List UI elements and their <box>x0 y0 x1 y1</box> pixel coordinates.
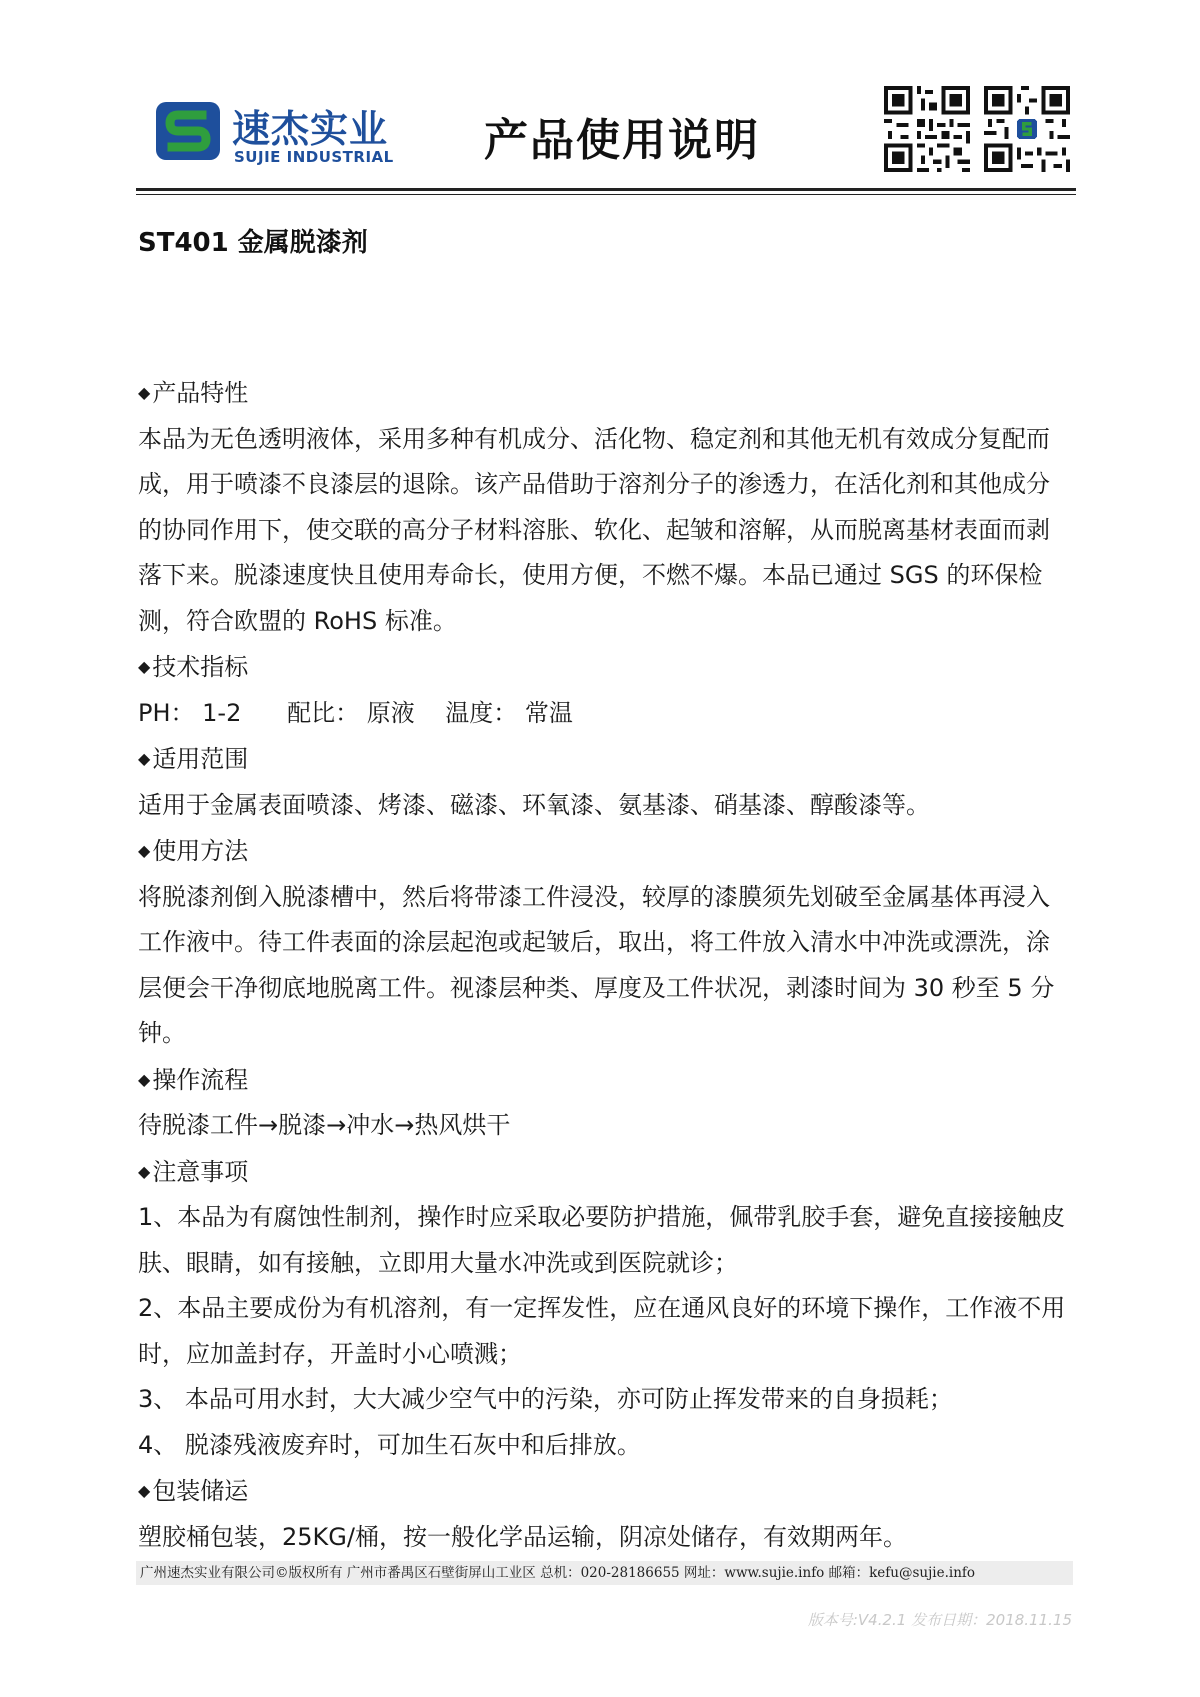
section-heading: ◆技术指标 <box>138 653 249 681</box>
section-heading: ◆注意事项 <box>138 1157 249 1186</box>
diamond-bullet-icon: ◆ <box>138 1069 151 1089</box>
list-item: 3、 本品可用水封，大大减少空气中的污染，亦可防止挥发带来的自身损耗； <box>138 1385 953 1413</box>
header-rule-thin <box>136 194 1076 195</box>
qr-code-icon <box>984 86 1070 172</box>
section-heading: ◆包装储运 <box>138 1477 249 1505</box>
company-logo <box>156 96 406 166</box>
paragraph: 塑胶桶包装，25KG/桶，按一般化学品运输，阴凉处储存，有效期两年。 <box>138 1522 907 1551</box>
header-rule <box>136 188 1076 191</box>
paragraph: 本品为无色透明液体，采用多种有机成分、活化物、稳定剂和其他无机有效成分复配而成，用于喷漆不良漆层的退除。该产品借助于溶剂分子的渗透力，在活化剂和其他成分的协同作用下，使交联的高分子材料溶胀、软化、起皱和溶解，从而脱离基材表面而剥落下来。脱漆速度快且使用寿命长，使用方便，不燃不爆。本品已通过 SGS 的环保检测，符合欧盟的 RoHS 标准。 <box>138 424 1050 635</box>
logo-english-name: SUJIE INDUSTRIAL <box>234 148 394 166</box>
paragraph: 适用于金属表面喷漆、烤漆、磁漆、环氧漆、氨基漆、硝基漆、醇酸漆等。 <box>138 790 930 819</box>
list-item: 4、 脱漆残液废弃时，可加生石灰中和后排放。 <box>138 1430 641 1459</box>
logo-chinese-name: 速杰实业 <box>232 107 389 151</box>
paragraph: 待脱漆工件→脱漆→冲水→热风烘干 <box>138 1111 511 1139</box>
paragraph: 将脱漆剂倒入脱漆槽中，然后将带漆工件浸没，较厚的漆膜须先划破至金属基体再浸入工作液中。待工件表面的涂层起泡或起皱后，取出，将工件放入清水中冲洗或漂洗，涂层便会干净彻底地脱离工件。视漆层种类、厚度及工件状况，剥漆时间为 30 秒至 5 分钟。 <box>138 882 1055 1047</box>
diamond-bullet-icon: ◆ <box>138 1481 151 1500</box>
version-stamp: 版本号:V4.2.1 发布日期：2018.11.15 <box>807 1611 1072 1629</box>
diamond-bullet-icon: ◆ <box>138 383 151 402</box>
document-title: 产品使用说明 <box>484 115 760 166</box>
footer-company-info: 广州速杰实业有限公司©版权所有 广州市番禺区石壁街屏山工业区 总机：020-28186655 网址：www.sujie.info 邮箱：kefu@sujie.info <box>136 1561 1073 1585</box>
list-item: 2、本品主要成份为有机溶剂，有一定挥发性，应在通风良好的环境下操作，工作液不用时，应加盖封存，开盖时小心喷溅； <box>138 1294 1066 1368</box>
section-heading: ◆使用方法 <box>138 837 249 865</box>
product-title: ST401 金属脱漆剂 <box>138 228 368 258</box>
section-heading: ◆产品特性 <box>138 379 249 407</box>
document-header <box>136 84 1072 184</box>
diamond-bullet-icon: ◆ <box>138 749 151 768</box>
section-heading: ◆操作流程 <box>138 1065 249 1094</box>
qr-code-icon <box>884 86 970 172</box>
sujie-logo-icon <box>156 102 220 160</box>
diamond-bullet-icon: ◆ <box>138 1161 151 1181</box>
diamond-bullet-icon: ◆ <box>138 657 151 676</box>
spec-line: PH： 1-2 配比： 原液 温度： 常温 <box>138 698 573 727</box>
diamond-bullet-icon: ◆ <box>138 841 151 860</box>
section-heading: ◆适用范围 <box>138 745 249 773</box>
document-body <box>138 370 1070 1560</box>
list-item: 1、本品为有腐蚀性制剂，操作时应采取必要防护措施，佩带乳胶手套，避免直接接触皮肤、眼睛，如有接触，立即用大量水冲洗或到医院就诊； <box>138 1203 1066 1277</box>
